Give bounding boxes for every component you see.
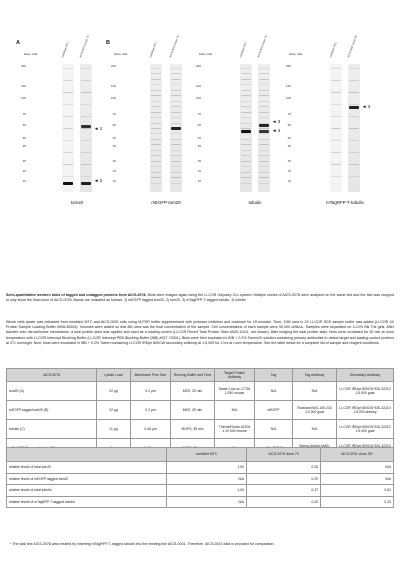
background-band — [171, 161, 181, 162]
column-header: AICS-0031 clone 35* — [321, 448, 394, 462]
background-band — [331, 104, 341, 105]
background-band — [81, 140, 91, 141]
table-cell: Rockland 600-100-215 1:2,000 goat — [293, 401, 337, 420]
background-band — [63, 176, 73, 177]
mw-marker: 70 — [112, 111, 116, 116]
table-cell: 0.37 — [247, 485, 321, 497]
background-band — [81, 152, 91, 153]
mass-label: Mass, kDa — [24, 52, 38, 56]
mw-marker: 15 — [197, 168, 201, 173]
background-band — [171, 123, 181, 124]
background-band — [171, 95, 181, 96]
background-band — [81, 128, 91, 129]
column-header: AICS-0078 — [7, 369, 97, 382]
table-row — [7, 382, 394, 401]
background-band — [259, 101, 269, 102]
table-cell: tom20 (A) — [7, 382, 97, 401]
mw-marker: 25 — [287, 158, 291, 163]
background-band — [259, 166, 269, 167]
table-cell: Sigma-Aldrich MAB- — [293, 439, 337, 458]
sample-reagent-table — [6, 368, 394, 458]
background-band — [241, 123, 251, 124]
panel-name: mTagRFP-T-tubulin — [326, 200, 364, 205]
caption-title: Semi-quantitative western blots of tagged and untagged proteins from AICS-0078. — [6, 293, 147, 297]
table-cell: relative levels of mEGFP-tagged tom20 — [7, 473, 167, 485]
background-band — [349, 116, 359, 117]
background-band — [151, 68, 161, 69]
background-band — [241, 117, 251, 118]
background-band — [151, 183, 161, 184]
background-band — [171, 139, 181, 140]
mw-marker: 10 — [197, 178, 201, 183]
mw-marker: 40 — [112, 135, 116, 140]
lane-label: AICS-0078 clone 79 — [79, 35, 90, 58]
background-band — [259, 68, 269, 69]
background-band — [241, 79, 251, 80]
background-band — [241, 68, 251, 69]
background-band — [349, 68, 359, 69]
table-cell: N/A — [255, 420, 293, 439]
band-number: 3 — [277, 119, 281, 124]
lane-label: AICS-0078 clone 79 — [257, 35, 268, 58]
background-band — [331, 68, 341, 69]
background-band — [151, 155, 161, 156]
table-cell: LI-COR IRDye 800CW 926-32210 1:5,000 goat — [337, 420, 394, 439]
background-band — [259, 177, 269, 178]
mw-marker: 70 — [22, 111, 26, 116]
mw-marker: 35 — [287, 143, 291, 148]
background-band — [241, 172, 251, 173]
background-band — [171, 177, 181, 178]
table-cell: 0.23 — [321, 496, 394, 508]
mw-marker: 50 — [197, 122, 201, 127]
background-band — [63, 104, 73, 105]
background-band — [81, 176, 91, 177]
mw-marker: 25 — [197, 158, 201, 163]
table-header-row — [7, 369, 394, 382]
mw-marker: 50 — [22, 122, 26, 127]
background-band — [81, 164, 91, 165]
table-cell: ThermoFisher 62204 1:10,000 mouse — [215, 420, 255, 439]
mw-marker: 15 — [22, 168, 26, 173]
background-band — [171, 68, 181, 69]
table-cell: 0.2 µm — [131, 382, 171, 401]
protein-band — [171, 127, 181, 130]
table-cell: N/A — [321, 462, 394, 474]
column-header: Running Buffer and Time — [171, 369, 215, 382]
table-cell: MES, 25 min — [171, 401, 215, 420]
panel-letter: A — [16, 40, 20, 46]
mw-marker: 50 — [112, 122, 116, 127]
background-band — [349, 164, 359, 165]
background-band — [81, 104, 91, 105]
background-band — [81, 68, 91, 69]
background-band — [331, 92, 341, 93]
figure-caption — [6, 293, 394, 303]
background-band — [81, 116, 91, 117]
table-cell: N/A — [167, 496, 247, 508]
background-band — [171, 166, 181, 167]
background-band — [151, 101, 161, 102]
background-band — [241, 177, 251, 178]
table-row — [7, 420, 394, 439]
panel-name: tom20 — [70, 200, 84, 205]
band-arrow — [272, 128, 280, 133]
lane-label: AICS-0031 clone 35 — [347, 35, 358, 58]
table-row — [7, 496, 394, 508]
mw-marker: 50 — [287, 122, 291, 127]
mw-marker: 10 — [112, 178, 116, 183]
column-header: Tag Antibody — [293, 369, 337, 382]
table-cell: LI-COR IRDye 800CW 926-32214 1:5,000 donkey — [337, 401, 394, 420]
table-cell: N/A — [167, 473, 247, 485]
background-band — [241, 155, 251, 156]
mw-marker: 40 — [197, 135, 201, 140]
table-row — [7, 485, 394, 497]
background-band — [151, 172, 161, 173]
background-band — [171, 106, 181, 107]
protein-band — [259, 130, 269, 133]
background-band — [151, 150, 161, 151]
mass-label: Mass, kDa — [199, 52, 213, 56]
background-band — [151, 128, 161, 129]
panel-letter: B — [106, 40, 110, 46]
column-header: Membrane Pore Size — [131, 369, 171, 382]
table-cell: 11 µg — [97, 420, 131, 439]
background-band — [171, 117, 181, 118]
lane-label: AICS-0078 clone 79 — [169, 35, 180, 58]
background-band — [259, 172, 269, 173]
mass-label: Mass, kDa — [289, 52, 303, 56]
column-header: Lysate Load — [97, 369, 131, 382]
background-band — [151, 166, 161, 167]
background-band — [241, 95, 251, 96]
protein-band — [349, 106, 359, 109]
background-band — [259, 161, 269, 162]
mass-label: Mass, kDa — [114, 52, 128, 56]
lane-label: unedited WTC — [239, 41, 248, 58]
table-cell: 0.45 µm — [131, 420, 171, 439]
panel-name: tubulin — [248, 200, 262, 205]
background-band — [331, 128, 341, 129]
mw-marker: 10 — [287, 178, 291, 183]
mw-marker: 25 — [22, 158, 26, 163]
mw-marker: 100 — [20, 95, 26, 100]
arrow-left-icon: ◄ — [362, 104, 368, 109]
background-band — [259, 106, 269, 107]
background-band — [259, 90, 269, 91]
background-band — [63, 116, 73, 117]
mw-marker: 100 — [110, 95, 116, 100]
background-band — [241, 90, 251, 91]
background-band — [151, 117, 161, 118]
background-band — [171, 90, 181, 91]
background-band — [151, 161, 161, 162]
background-band — [331, 116, 341, 117]
background-band — [259, 139, 269, 140]
table-cell: N/A — [293, 420, 337, 439]
table-cell: N/A — [215, 401, 255, 420]
background-band — [63, 140, 73, 141]
relative-levels-table — [6, 447, 394, 508]
background-band — [259, 117, 269, 118]
protein-band — [241, 130, 251, 133]
arrow-left-icon: ◄ — [94, 126, 100, 131]
column-header — [7, 448, 167, 462]
mw-marker: 15 — [287, 168, 291, 173]
table-row — [7, 401, 394, 420]
table-cell: 0.26 — [247, 462, 321, 474]
mw-marker: 10 — [22, 178, 26, 183]
band-arrow — [94, 178, 102, 183]
background-band — [151, 106, 161, 107]
background-band — [151, 90, 161, 91]
mw-marker: 140 — [110, 83, 116, 88]
background-band — [63, 152, 73, 153]
background-band — [349, 80, 359, 81]
table-cell: relative levels of mTagRFP-T-tagged tubulin — [7, 496, 167, 508]
background-band — [259, 155, 269, 156]
table-cell: 0.52 — [321, 485, 394, 497]
protein-band — [81, 182, 91, 185]
background-band — [349, 104, 359, 105]
background-band — [349, 176, 359, 177]
background-band — [259, 79, 269, 80]
arrow-left-icon: ◄ — [94, 178, 100, 183]
mw-marker: 260 — [285, 63, 291, 68]
table-cell: tubulin (C) — [7, 420, 97, 439]
band-number: 1 — [99, 126, 103, 131]
mw-marker: 15 — [112, 168, 116, 173]
background-band — [241, 139, 251, 140]
band-number: 4 — [277, 128, 281, 133]
background-band — [151, 123, 161, 124]
lane-label: unedited WTC — [329, 41, 338, 58]
protein-band — [259, 124, 269, 127]
background-band — [151, 95, 161, 96]
mw-marker: 35 — [197, 143, 201, 148]
table-cell: 22 µg — [97, 401, 131, 420]
arrow-left-icon: ◄ — [272, 119, 278, 124]
table-cell: mEGFP-tagged tom20 (B) — [7, 401, 97, 420]
table-cell: 1.00 — [167, 485, 247, 497]
table-cell: 0.29 — [247, 473, 321, 485]
table-cell: Santa Cruz sc-17764 1:250 mouse — [215, 382, 255, 401]
mw-marker: 140 — [285, 83, 291, 88]
table-header-row — [7, 448, 394, 462]
mw-marker: 40 — [22, 135, 26, 140]
background-band — [259, 183, 269, 184]
background-band — [349, 140, 359, 141]
table-cell: MES, 25 min — [171, 382, 215, 401]
background-band — [259, 95, 269, 96]
mw-marker: 140 — [195, 83, 201, 88]
column-header: Target Protein Antibody — [215, 369, 255, 382]
table-cell: MOPS, 35 min — [171, 420, 215, 439]
table-cell: LI-COR IRDye 800CW 926-32210 1:5,000 goat — [337, 382, 394, 401]
background-band — [171, 101, 181, 102]
column-header: AICS-0078 clone 79 — [247, 448, 321, 462]
background-band — [171, 112, 181, 113]
background-band — [81, 80, 91, 81]
background-band — [151, 139, 161, 140]
mw-marker: 40 — [287, 135, 291, 140]
column-header: Secondary Antibody — [337, 369, 394, 382]
lane-label: unedited WTC — [149, 41, 158, 58]
background-band — [331, 152, 341, 153]
table-cell: relative levels of total tom20 — [7, 462, 167, 474]
background-band — [241, 112, 251, 113]
mw-marker: 100 — [285, 95, 291, 100]
table-row — [7, 462, 394, 474]
column-header: Tag — [255, 369, 293, 382]
table-cell: 0.2 µm — [131, 401, 171, 420]
panel-name: mEGFP-tom20 — [151, 200, 181, 205]
table-row — [7, 473, 394, 485]
mw-marker: 140 — [20, 83, 26, 88]
band-number: 2 — [99, 178, 103, 183]
mw-marker: 35 — [22, 143, 26, 148]
background-band — [241, 183, 251, 184]
background-band — [241, 128, 251, 129]
table-cell: LI-COR IRDye 800CW 926-32210 — [337, 439, 394, 458]
mw-marker: 25 — [112, 158, 116, 163]
background-band — [331, 140, 341, 141]
protein-band — [63, 182, 73, 185]
background-band — [63, 80, 73, 81]
table-cell: relative levels of total tubulin — [7, 485, 167, 497]
mw-marker: 100 — [195, 95, 201, 100]
background-band — [171, 150, 181, 151]
background-band — [81, 92, 91, 93]
background-band — [349, 152, 359, 153]
background-band — [63, 92, 73, 93]
mw-marker: 70 — [287, 111, 291, 116]
caption-text: Blots were imaged again using the LI-COR Odyssey CLx system. Multiple clones of AICS-0078 were analyzed on the same blot and the blot was cropped to only show the final clone of AICS-0078. Bands are indicated as follows: 1) mEGFP tagged tom20, 2) tom20, 3) mTagRFP-T-tagged tubulin, 4) tubulin — [6, 293, 394, 303]
background-band — [151, 177, 161, 178]
background-band — [151, 112, 161, 113]
table-cell: 1.00 — [167, 462, 247, 474]
table-cell: 0.20 — [247, 496, 321, 508]
band-arrow — [362, 104, 370, 109]
background-band — [241, 161, 251, 162]
background-band — [171, 79, 181, 80]
background-band — [63, 164, 73, 165]
background-band — [241, 106, 251, 107]
background-band — [349, 128, 359, 129]
background-band — [331, 176, 341, 177]
lane-label: unedited WTC — [61, 41, 70, 58]
mw-marker: 260 — [20, 63, 26, 68]
mw-marker: 35 — [112, 143, 116, 148]
background-band — [151, 79, 161, 80]
arrow-left-icon: ◄ — [272, 128, 278, 133]
background-band — [331, 164, 341, 165]
protein-band — [81, 125, 91, 128]
band-number: 3 — [367, 104, 371, 109]
table-cell: N/A — [321, 473, 394, 485]
mw-marker: 260 — [195, 63, 201, 68]
table-cell: N/A — [293, 382, 337, 401]
table-cell: N/A — [255, 382, 293, 401]
methods-paragraph: Whole cells lysate was extracted from unedited WTC and AICS-0093 cells using M-PER buffer supplemented with protease inhibitors and nuclease for 15 minutes. Then, 10M urea in 2X LI-COR SDS sample buffer was added (LI-COR 4X Protein Sample Loading Buffer #928-40004). Volumes were added so that 8M urea was the final concentration of the sample. Cell concentrations of each sample were 50,000 cells/uL. Samples were separated on 4-12% Bis Tris gels. After transfer onto nitrocellulose membranes, a total protein stain was applied and used as a loading control (LI-COR Revert Total Protein Stain #926-11011, not shown). After imaging the total protein stain, blots were incubated for 30 min at room temperature with LI-COR Intercept Blocking Buffer (LI-COR Intercept PBS Blocking Buffer (IBB) #927-70001). Blots were then incubated in IBB + 0.2% Tween20 solution containing primary antibodies to detect target and loading control proteins at 4°C overnight. Next, blots were incubated in IBB + 0.2% Tween containing LI-COR IRDye 800CW secondary antibody at 1:5,000 for 1 hrs at room temperature. See the table below for a complete list of sample and reagent conditions. — [6, 320, 394, 345]
table-cell: 22 µg — [97, 382, 131, 401]
band-arrow — [94, 126, 102, 131]
background-band — [241, 150, 251, 151]
column-header: unedited WTC — [167, 448, 247, 462]
background-band — [349, 92, 359, 93]
background-band — [63, 68, 73, 69]
background-band — [259, 112, 269, 113]
background-band — [241, 166, 251, 167]
background-band — [171, 155, 181, 156]
background-band — [171, 183, 181, 184]
footnote: * The stail line AICS-0078 was created by inserting mTagRFP-T-tagged tubulin into the existing line AICS-0031. Therefore, AICS-0031 data is provided for comparison. — [10, 542, 275, 546]
mw-marker: 70 — [197, 111, 201, 116]
background-band — [259, 128, 269, 129]
background-band — [171, 172, 181, 173]
background-band — [241, 101, 251, 102]
background-band — [63, 128, 73, 129]
mw-marker: 260 — [110, 63, 116, 68]
background-band — [259, 150, 269, 151]
table-cell: mEGFP — [255, 401, 293, 420]
background-band — [331, 80, 341, 81]
